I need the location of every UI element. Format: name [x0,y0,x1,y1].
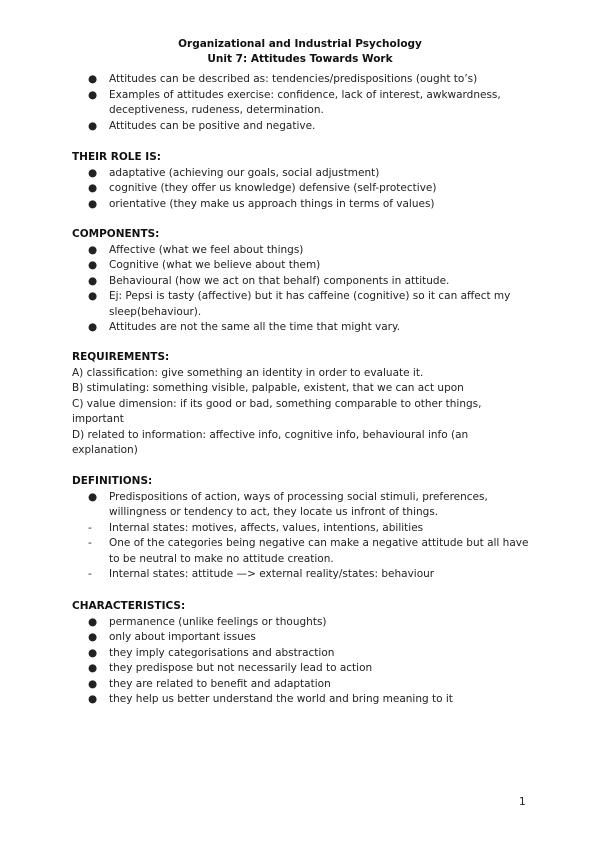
characteristics-section [72,599,532,708]
dash-marker: - [88,537,92,549]
bullet-marker: ● [88,662,98,674]
list-item: ● cognitive (they offer us knowledge) defensive (self-protective) [72,181,532,197]
requirement-item: A) classification: give something an identity in order to evaluate it. [72,366,424,379]
bullet-marker: ● [88,88,98,101]
requirement-item: C) value dimension: if its good or bad, something comparable to other things, important [72,397,482,425]
list-item: ● adaptative (achieving our goals, social adjustment) [72,166,532,182]
bullet-marker: ● [88,321,98,333]
list-item: ● Ej: Pepsi is tasty (affective) but it has caffeine (cognitive) so it can affect my sleep(behaviour). [88,290,511,318]
list-item: ● only about important issues [72,630,532,646]
list-item: ● they predispose but not necessarily lead to action [72,661,532,677]
dash-marker: - [88,568,92,580]
bullet-marker: ● [88,166,98,179]
list-item: ● Attitudes can be positive and negative. [72,119,532,135]
page-number: 1 [519,796,526,808]
requirements-section [72,350,532,459]
section-heading: DEFINITIONS: [72,475,153,487]
bullet-marker: ● [88,73,98,85]
dash-item: - One of the categories being negative can make a negative attitude but all have to be neutral to make no attitude creation. [88,537,529,565]
section-heading: THEIR ROLE IS: [72,151,161,163]
bullet-marker: ● [88,646,98,659]
requirement-item: B) stimulating: something visible, palpable, existent, that we can act upon [72,382,464,394]
list-item: ● Attitudes can be described as: tendencies/predispositions (ought to’s) [72,72,532,88]
components-section [72,227,532,336]
bullet-marker: ● [88,490,98,503]
list-item: ● orientative (they make us approach things in terms of values) [72,197,532,213]
section-heading: CHARACTERISTICS: [72,600,186,612]
section-heading: REQUIREMENTS: [72,351,170,363]
requirement-item: D) related to information: affective info, cognitive info, behavioural info (an explanation) [72,428,469,456]
list-item: ● permanence (unlike feelings or thoughts) [72,615,532,631]
bullet-marker: ● [88,677,98,690]
bullet-marker: ● [88,615,98,628]
list-item: ● they are related to benefit and adaptation [72,677,532,693]
role-section [72,150,532,212]
list-item: ● Affective (what we feel about things) [72,243,532,259]
dash-item: - Internal states: attitude —> external reality/states: behaviour [72,567,532,583]
unit-title: Unit 7: Attitudes Towards Work [207,53,393,65]
dash-marker: - [88,521,92,534]
document-title: Organizational and Industrial Psychology [178,38,422,50]
section-heading: COMPONENTS: [72,228,160,240]
list-item: ● Cognitive (what we believe about them) [72,258,532,274]
list-item: ● they imply categorisations and abstraction [72,646,532,662]
list-item: ● they help us better understand the world and bring meaning to it [72,692,532,708]
bullet-marker: ● [88,119,98,132]
list-item: ● Predispositions of action, ways of processing social stimuli, preferences, willingness or tendency to act, they locate us infront of things. [88,490,488,518]
bullet-marker: ● [88,274,98,287]
intro-list [72,72,532,134]
list-item: ● Attitudes are not the same all the time that might vary. [72,320,532,336]
bullet-marker: ● [88,290,98,302]
definitions-section [72,474,532,583]
bullet-marker: ● [88,631,98,643]
bullet-marker: ● [88,243,98,256]
bullet-marker: ● [88,182,98,194]
dash-item: - Internal states: motives, affects, values, intentions, abilities [72,521,532,537]
bullet-marker: ● [88,259,98,271]
list-item: ● Behavioural (how we act on that behalf) components in attitude. [72,274,532,290]
bullet-marker: ● [88,693,98,705]
bullet-marker: ● [88,197,98,210]
list-item: ● Examples of attitudes exercise: confidence, lack of interest, awkwardness, deceptiveness, rudeness, determination. [88,88,501,116]
